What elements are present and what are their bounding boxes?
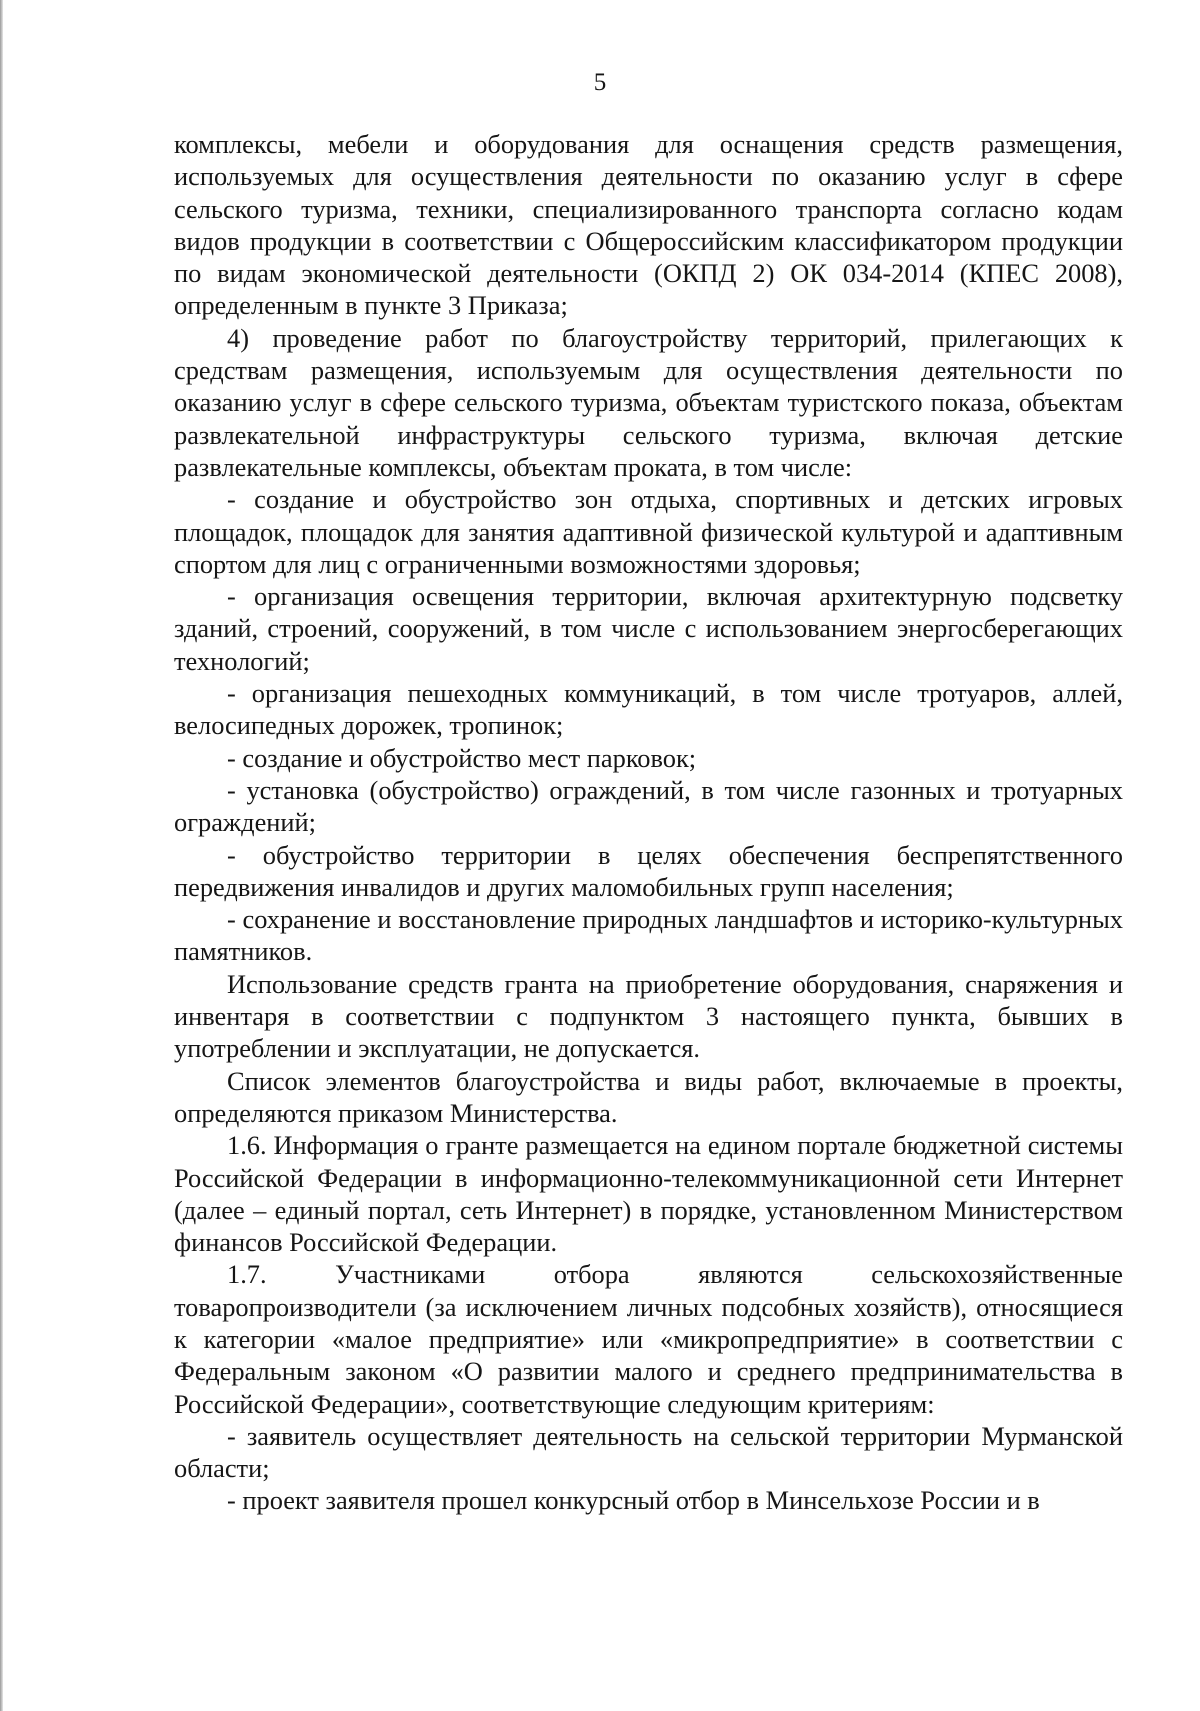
paragraph: 4) проведение работ по благоустройству территорий, прилегающих к средствам размещения, используемым для осуществления деятельности по оказанию услуг в сфере сельского туризма, объектам туристского показа, объектам развлекательной инфраструктуры сельского туризма, включая детские развлекательные комплексы, объектам проката, в том числе: xyxy=(174,322,1123,482)
paragraph: - создание и обустройство мест парковок; xyxy=(227,742,697,773)
paragraph: 1.7. Участниками отбора являются сельскохозяйственные товаропроизводители (за исключением личных подсобных хозяйств), относящиеся к категории «малое предприятие» или «микропредприятие» в соответствии с Федеральным законом «О развитии малого и среднего предпринимательства в Российской Федерации», соответствующие следующим критериям: xyxy=(174,1259,1123,1419)
paragraph: комплексы, мебели и оборудования для оснащения средств размещения, используемых для осуществления деятельности по оказанию услуг в сфере сельского туризма, техники, специализированного транспорта согласно кодам видов продукции в соответствии с Общероссийским классификатором продукции по видам экономической деятельности (ОКПД 2) ОК 034-2014 (КПЕС 2008), определенным в пункте 3 Приказа; xyxy=(174,129,1123,321)
paragraph: Список элементов благоустройства и виды работ, включаемые в проекты, определяются приказом Министерства. xyxy=(174,1065,1123,1128)
paragraph: - сохранение и восстановление природных ландшафтов и историко-культурных памятников. xyxy=(174,904,1123,967)
paragraph: - организация пешеходных коммуникаций, в том числе тротуаров, аллей, велосипедных дорожек, тропинок; xyxy=(174,678,1123,741)
scan-edge xyxy=(0,0,3,1711)
paragraph: - проект заявителя прошел конкурсный отбор в Минсельхозе России и в xyxy=(227,1485,1040,1516)
paragraph: Использование средств гранта на приобретение оборудования, снаряжения и инвентаря в соответствии с подпунктом 3 настоящего пункта, бывших в употреблении и эксплуатации, не допускается. xyxy=(174,968,1123,1064)
paragraph: - создание и обустройство зон отдыха, спортивных и детских игровых площадок, площадок для занятия адаптивной физической культурой и адаптивным спортом для лиц с ограниченными возможностями здоровья; xyxy=(174,484,1123,579)
paragraph: 1.6. Информация о гранте размещается на едином портале бюджетной системы Российской Федерации в информационно-телекоммуникационной сети Интернет (далее – единый портал, сеть Интернет) в порядке, установленном Министерством финансов Российской Федерации. xyxy=(174,1130,1123,1258)
document-body xyxy=(174,128,1123,1517)
paragraph: - установка (обустройство) ограждений, в том числе газонных и тротуарных ограждений; xyxy=(174,774,1123,838)
page-number: 5 xyxy=(593,69,607,96)
paragraph: - организация освещения территории, включая архитектурную подсветку зданий, строений, сооружений, в том числе с использованием энергосберегающих технологий; xyxy=(174,581,1123,676)
paragraph: - обустройство территории в целях обеспечения беспрепятственного передвижения инвалидов и других маломобильных групп населения; xyxy=(174,839,1123,902)
paragraph: - заявитель осуществляет деятельность на сельской территории Мурманской области; xyxy=(174,1420,1123,1484)
